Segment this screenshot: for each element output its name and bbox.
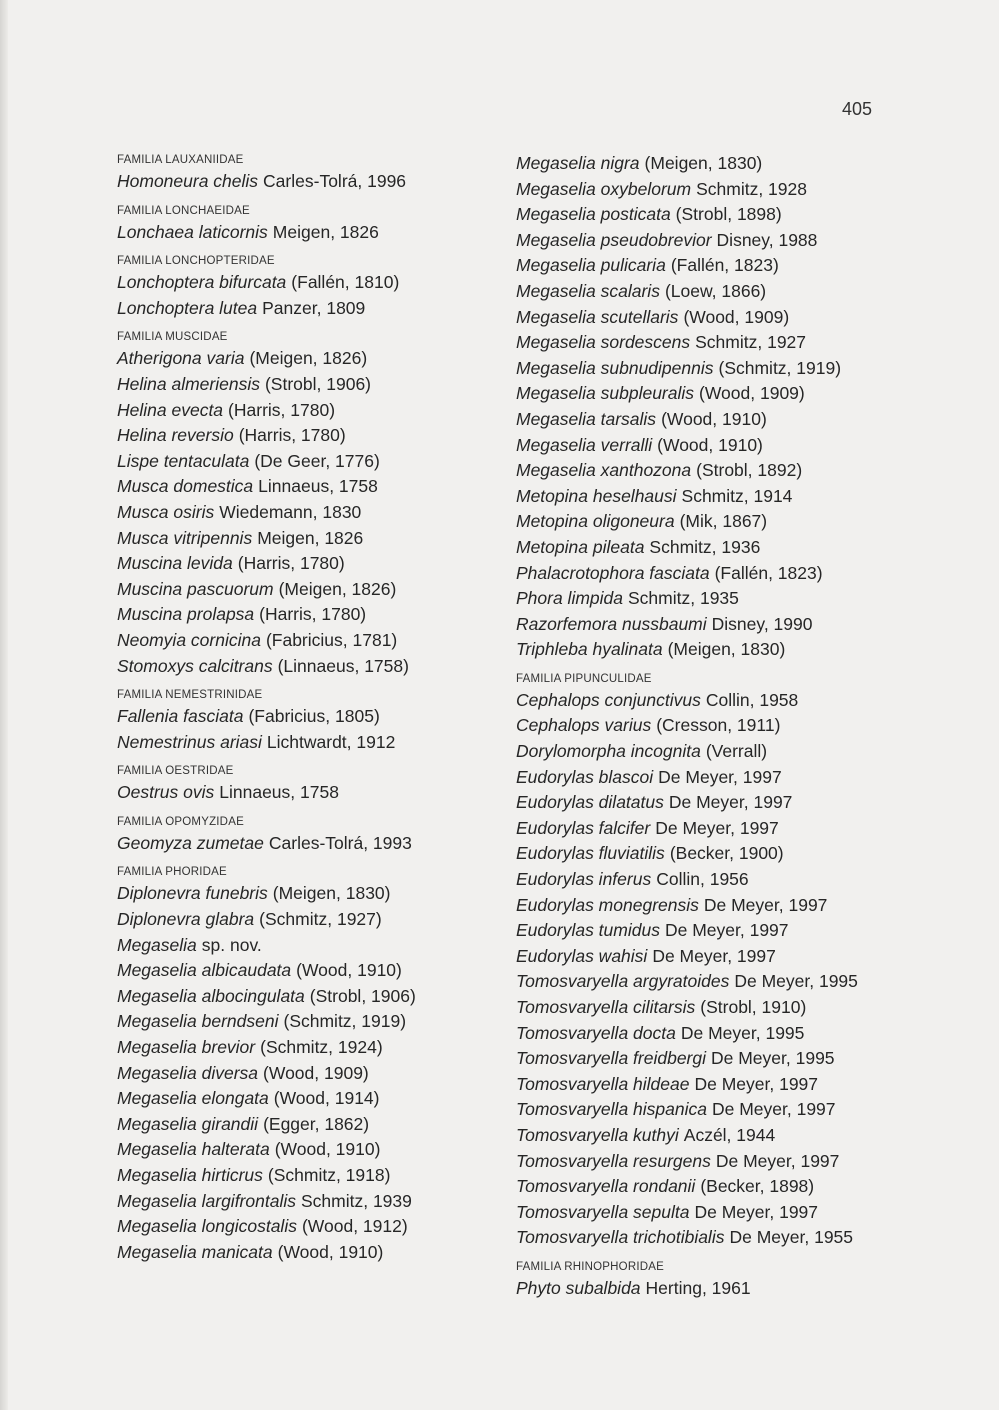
family-heading: FAMILIA LAUXANIIDAE <box>117 154 244 166</box>
species-entry <box>516 944 936 970</box>
species-author: (Cresson, 1911) <box>656 715 781 736</box>
species-name: Megaselia pseudobrevior <box>516 229 712 250</box>
species-author: (Egger, 1862) <box>263 1113 370 1134</box>
species-author: Aczél, 1944 <box>683 1124 776 1145</box>
species-entry <box>516 509 936 535</box>
species-name: Megaselia albocingulata <box>117 985 305 1006</box>
family-heading: FAMILIA MUSCIDAE <box>117 331 228 344</box>
species-author: (Meigen, 1830) <box>272 883 391 904</box>
species-name: Eudorylas inferus <box>516 869 652 890</box>
family-heading: FAMILIA RHINOPHORIDAE <box>516 1260 664 1273</box>
species-entry <box>117 169 537 195</box>
species-name: Cephalops conjunctivus <box>516 689 701 710</box>
species-author: (Wood, 1909) <box>263 1062 369 1083</box>
species-entry <box>516 279 936 305</box>
species-author: (Strobl, 1906) <box>309 985 416 1006</box>
species-entry <box>117 577 537 603</box>
species-name: Nemestrinus ariasi <box>117 731 262 752</box>
species-name: Geomyza zumetae <box>117 832 264 853</box>
species-name: Oestrus ovis <box>117 782 215 803</box>
species-entry <box>516 841 936 867</box>
species-author: (Verrall) <box>705 741 768 762</box>
species-author: (Strobl, 1898) <box>675 204 782 225</box>
species-name: Neomyia cornicina <box>117 629 261 650</box>
family-heading: FAMILIA PHORIDAE <box>117 866 227 879</box>
species-author: (Schmitz, 1927) <box>259 909 382 930</box>
species-name: Eudorylas wahisi <box>516 945 648 966</box>
species-name: Lispe tentaculata <box>117 450 250 471</box>
species-entry <box>117 704 537 730</box>
species-name: Megaselia subnudipennis <box>516 357 714 378</box>
species-name: Helina almeriensis <box>117 373 260 394</box>
species-name: Musca vitripennis <box>117 527 253 548</box>
family-heading: FAMILIA OESTRIDAE <box>117 765 234 778</box>
species-name: Tomosvaryella resurgens <box>516 1150 711 1171</box>
species-entry <box>516 151 936 177</box>
species-entry <box>117 958 537 984</box>
species-name: Tomosvaryella argyratoides <box>516 971 730 992</box>
species-entry <box>516 969 936 995</box>
species-entry <box>516 790 936 816</box>
species-name: Tomosvaryella hispanica <box>516 1099 707 1120</box>
family-heading: FAMILIA NEMESTRINIDAE <box>117 689 263 702</box>
species-author: (Becker, 1898) <box>700 1176 815 1197</box>
family-heading: FAMILIA LONCHOPTERIDAE <box>117 255 275 268</box>
species-author: Wiedemann, 1830 <box>219 501 362 522</box>
species-author: De Meyer, 1995 <box>734 971 858 992</box>
species-entry <box>516 228 936 254</box>
species-entry <box>516 458 936 484</box>
species-entry <box>516 1123 936 1149</box>
species-entry <box>516 433 936 459</box>
species-author: (Wood, 1910) <box>277 1241 384 1262</box>
species-author: (Harris, 1780) <box>237 553 345 574</box>
species-author: (Wood, 1912) <box>301 1216 408 1237</box>
species-entry <box>117 730 537 756</box>
species-entry <box>516 381 936 407</box>
species-author: (Meigen, 1830) <box>667 639 786 660</box>
species-author: sp. nov. <box>201 934 262 955</box>
species-name: Helina reversio <box>117 425 234 446</box>
species-author: (Harris, 1780) <box>238 425 346 446</box>
species-author: De Meyer, 1997 <box>694 1073 819 1094</box>
species-name: Eudorylas dilatatus <box>516 792 664 813</box>
species-entry <box>516 561 936 587</box>
species-author: De Meyer, 1997 <box>711 1099 836 1120</box>
species-entry <box>516 1021 936 1047</box>
species-author: Meigen, 1826 <box>272 221 379 242</box>
species-author: De Meyer, 1995 <box>680 1022 805 1043</box>
species-entry <box>117 270 537 296</box>
species-entry <box>516 637 936 663</box>
species-entry <box>117 551 537 577</box>
species-entry <box>516 995 936 1021</box>
species-entry <box>516 1200 936 1226</box>
species-author: (Wood, 1910) <box>661 408 767 429</box>
species-author: Schmitz, 1935 <box>628 588 739 609</box>
species-author: (Meigen, 1830) <box>644 153 763 173</box>
species-name: Megaselia halterata <box>117 1139 270 1160</box>
species-entry <box>516 330 936 356</box>
species-author: Collin, 1958 <box>705 689 799 710</box>
species-author: De Meyer, 1997 <box>715 1150 840 1171</box>
species-name: Atherigona varia <box>117 348 245 369</box>
species-author: (Wood, 1909) <box>699 383 805 404</box>
species-entry <box>516 918 936 944</box>
species-author: (Harris, 1780) <box>259 604 367 625</box>
species-entry <box>516 535 936 561</box>
species-entry <box>516 1097 936 1123</box>
species-entry <box>516 688 936 714</box>
species-author: Lichtwardt, 1912 <box>266 731 396 752</box>
species-entry <box>117 780 537 806</box>
species-author: (Meigen, 1826) <box>278 578 397 599</box>
species-author: De Meyer, 1997 <box>655 817 779 838</box>
species-entry <box>117 296 537 322</box>
species-author: (Wood, 1914) <box>273 1088 380 1109</box>
species-name: Razorfemora nussbaumi <box>516 613 707 634</box>
species-author: De Meyer, 1997 <box>658 766 782 787</box>
species-author: Disney, 1988 <box>716 229 818 250</box>
species-author: (Fallén, 1810) <box>291 272 400 293</box>
species-author: Linnaeus, 1758 <box>219 782 339 803</box>
species-entry <box>117 1189 537 1215</box>
species-name: Megaselia scalaris <box>516 280 660 301</box>
species-name: Megaselia diversa <box>117 1062 259 1083</box>
species-author: Meigen, 1826 <box>257 527 364 548</box>
species-name: Muscina pascuorum <box>117 578 274 599</box>
species-name: Tomosvaryella sepulta <box>516 1201 690 1222</box>
species-name: Muscina prolapsa <box>117 604 255 625</box>
species-entry <box>516 739 936 765</box>
species-entry <box>117 398 537 424</box>
species-entry <box>516 765 936 791</box>
species-name: Diplonevra funebris <box>117 883 268 904</box>
species-name: Megaselia subpleuralis <box>516 383 695 404</box>
species-name: Megaselia oxybelorum <box>516 178 692 199</box>
family-heading: FAMILIA OPOMYZIDAE <box>117 815 244 828</box>
page-number: 405 <box>842 99 873 119</box>
species-author: Carles-Tolrá, 1996 <box>263 171 407 191</box>
family-heading: FAMILIA PIPUNCULIDAE <box>516 672 652 685</box>
species-entry <box>117 1163 537 1189</box>
species-name: Tomosvaryella hildeae <box>516 1073 690 1094</box>
species-entry <box>117 346 537 372</box>
species-entry <box>117 1240 537 1266</box>
species-author: (Schmitz, 1919) <box>283 1011 407 1032</box>
species-entry <box>516 356 936 382</box>
right-column <box>516 151 936 1302</box>
species-entry <box>117 654 537 680</box>
species-author: Schmitz, 1936 <box>649 536 761 557</box>
species-name: Metopina pileata <box>516 536 645 557</box>
species-name: Megaselia pulicaria <box>516 255 666 276</box>
species-name: Lonchaea laticornis <box>117 221 268 242</box>
species-name: Tomosvaryella trichotibialis <box>516 1227 725 1248</box>
species-author: Schmitz, 1914 <box>681 485 793 506</box>
species-name: Tomosvaryella rondanii <box>516 1176 696 1197</box>
species-name: Metopina heselhausi <box>516 485 677 506</box>
species-entry <box>516 253 936 279</box>
species-name: Megaselia hirticrus <box>117 1165 263 1185</box>
species-entry <box>117 933 537 959</box>
species-name: Homoneura chelis <box>117 171 259 191</box>
species-name: Metopina oligoneura <box>516 511 675 532</box>
species-entry <box>516 177 936 203</box>
species-name: Eudorylas fluviatilis <box>516 843 665 864</box>
species-entry <box>117 220 537 246</box>
left-column <box>117 151 537 1265</box>
species-entry <box>117 1009 537 1035</box>
species-author: (Strobl, 1910) <box>700 997 807 1017</box>
species-author: Schmitz, 1939 <box>300 1190 412 1211</box>
species-entry <box>516 893 936 919</box>
species-name: Megaselia albicaudata <box>117 960 292 981</box>
species-name: Megaselia <box>117 934 197 955</box>
page-binding-edge <box>0 0 8 1410</box>
species-author: De Meyer, 1997 <box>703 894 828 915</box>
species-name: Tomosvaryella cilitarsis <box>516 997 696 1017</box>
species-author: (Wood, 1909) <box>683 306 790 327</box>
species-entry <box>117 372 537 398</box>
species-author: (Schmitz, 1918) <box>267 1165 391 1185</box>
species-name: Megaselia verralli <box>516 434 653 455</box>
species-entry <box>516 484 936 510</box>
species-entry <box>516 407 936 433</box>
species-author: (Mik, 1867) <box>679 511 768 532</box>
species-author: Collin, 1956 <box>656 869 749 890</box>
species-name: Tomosvaryella freidbergi <box>516 1048 706 1069</box>
species-name: Muscina levida <box>117 553 233 574</box>
species-name: Eudorylas monegrensis <box>516 894 699 915</box>
species-entry <box>516 612 936 638</box>
species-author: De Meyer, 1997 <box>668 792 793 813</box>
species-name: Tomosvaryella docta <box>516 1022 676 1043</box>
species-entry <box>117 1137 537 1163</box>
species-name: Diplonevra glabra <box>117 909 255 930</box>
species-name: Musca domestica <box>117 476 254 497</box>
species-author: De Meyer, 1995 <box>711 1048 835 1069</box>
species-author: (Meigen, 1826) <box>249 348 368 369</box>
species-entry <box>117 831 537 857</box>
species-author: (Fallén, 1823) <box>670 255 779 276</box>
species-entry <box>516 202 936 228</box>
species-author: (Harris, 1780) <box>228 399 336 420</box>
species-name: Eudorylas tumidus <box>516 920 660 941</box>
species-author: (De Geer, 1776) <box>254 450 380 471</box>
species-author: De Meyer, 1997 <box>694 1201 819 1222</box>
species-name: Dorylomorpha incognita <box>516 741 701 762</box>
species-entry <box>117 1214 537 1240</box>
species-author: Linnaeus, 1758 <box>258 476 378 497</box>
species-author: De Meyer, 1997 <box>664 920 789 941</box>
species-name: Megaselia xanthozona <box>516 460 692 481</box>
species-entry <box>516 1174 936 1200</box>
species-author: (Strobl, 1906) <box>264 373 372 394</box>
species-entry <box>516 1276 936 1302</box>
species-name: Megaselia girandii <box>117 1113 259 1134</box>
species-name: Eudorylas falcifer <box>516 817 651 838</box>
species-name: Megaselia nigra <box>516 153 640 173</box>
species-name: Phora limpida <box>516 588 623 609</box>
species-name: Lonchoptera bifurcata <box>117 272 287 293</box>
species-author: (Wood, 1910) <box>296 960 402 981</box>
species-entry <box>117 1035 537 1061</box>
species-name: Megaselia manicata <box>117 1241 273 1262</box>
species-entry <box>117 1086 537 1112</box>
species-entry <box>117 628 537 654</box>
species-entry <box>516 1149 936 1175</box>
species-entry <box>117 474 537 500</box>
species-entry <box>516 1072 936 1098</box>
species-entry <box>516 586 936 612</box>
species-name: Megaselia largifrontalis <box>117 1190 296 1211</box>
species-name: Megaselia posticata <box>516 204 671 225</box>
species-author: De Meyer, 1955 <box>729 1227 854 1248</box>
species-author: (Loew, 1866) <box>664 280 767 301</box>
species-name: Megaselia sordescens <box>516 332 691 353</box>
species-name: Tomosvaryella kuthyi <box>516 1124 679 1145</box>
species-name: Cephalops varius <box>516 715 652 736</box>
species-entry <box>117 500 537 526</box>
species-author: (Fabricius, 1805) <box>248 706 380 727</box>
species-name: Fallenia fasciata <box>117 706 244 727</box>
species-author: (Wood, 1910) <box>657 434 763 455</box>
species-name: Megaselia brevior <box>117 1037 256 1058</box>
species-entry <box>117 423 537 449</box>
species-entry <box>117 984 537 1010</box>
species-author: Disney, 1990 <box>711 613 813 634</box>
species-name: Eudorylas blascoi <box>516 766 654 787</box>
species-name: Triphleba hyalinata <box>516 639 663 660</box>
species-author: De Meyer, 1997 <box>652 945 776 966</box>
species-entry <box>516 816 936 842</box>
species-name: Musca osiris <box>117 501 215 522</box>
species-author: Schmitz, 1927 <box>695 332 807 353</box>
species-entry <box>117 526 537 552</box>
species-entry <box>516 1046 936 1072</box>
species-author: (Schmitz, 1924) <box>260 1037 383 1058</box>
species-author: (Wood, 1910) <box>274 1139 381 1160</box>
species-entry <box>516 305 936 331</box>
species-author: Schmitz, 1928 <box>696 178 807 199</box>
species-author: (Schmitz, 1919) <box>718 357 842 378</box>
family-heading: FAMILIA LONCHAEIDAE <box>117 204 250 217</box>
species-author: (Linnaeus, 1758) <box>277 655 409 676</box>
species-entry <box>117 881 537 907</box>
species-name: Stomoxys calcitrans <box>117 655 273 676</box>
species-name: Megaselia berndseni <box>117 1011 279 1032</box>
species-entry <box>117 449 537 475</box>
species-entry <box>516 713 936 739</box>
species-name: Lonchoptera lutea <box>117 297 258 318</box>
species-entry <box>117 1061 537 1087</box>
species-author: (Fabricius, 1781) <box>265 629 398 650</box>
species-entry <box>516 1225 936 1251</box>
species-name: Helina evecta <box>117 399 224 420</box>
species-author: (Becker, 1900) <box>669 843 784 864</box>
species-author: Panzer, 1809 <box>262 297 366 318</box>
species-name: Megaselia tarsalis <box>516 408 657 429</box>
species-author: Herting, 1961 <box>645 1277 751 1298</box>
species-author: Carles-Tolrá, 1993 <box>268 832 412 853</box>
species-entry <box>117 602 537 628</box>
species-name: Megaselia scutellaris <box>516 306 679 327</box>
species-author: (Fallén, 1823) <box>714 562 823 583</box>
species-entry <box>117 907 537 933</box>
species-name: Phalacrotophora fasciata <box>516 562 710 583</box>
species-name: Phyto subalbida <box>516 1277 641 1298</box>
species-name: Megaselia elongata <box>117 1088 269 1109</box>
species-entry <box>516 867 936 893</box>
species-name: Megaselia longicostalis <box>117 1216 297 1237</box>
species-entry <box>117 1112 537 1138</box>
species-author: (Strobl, 1892) <box>696 460 803 481</box>
